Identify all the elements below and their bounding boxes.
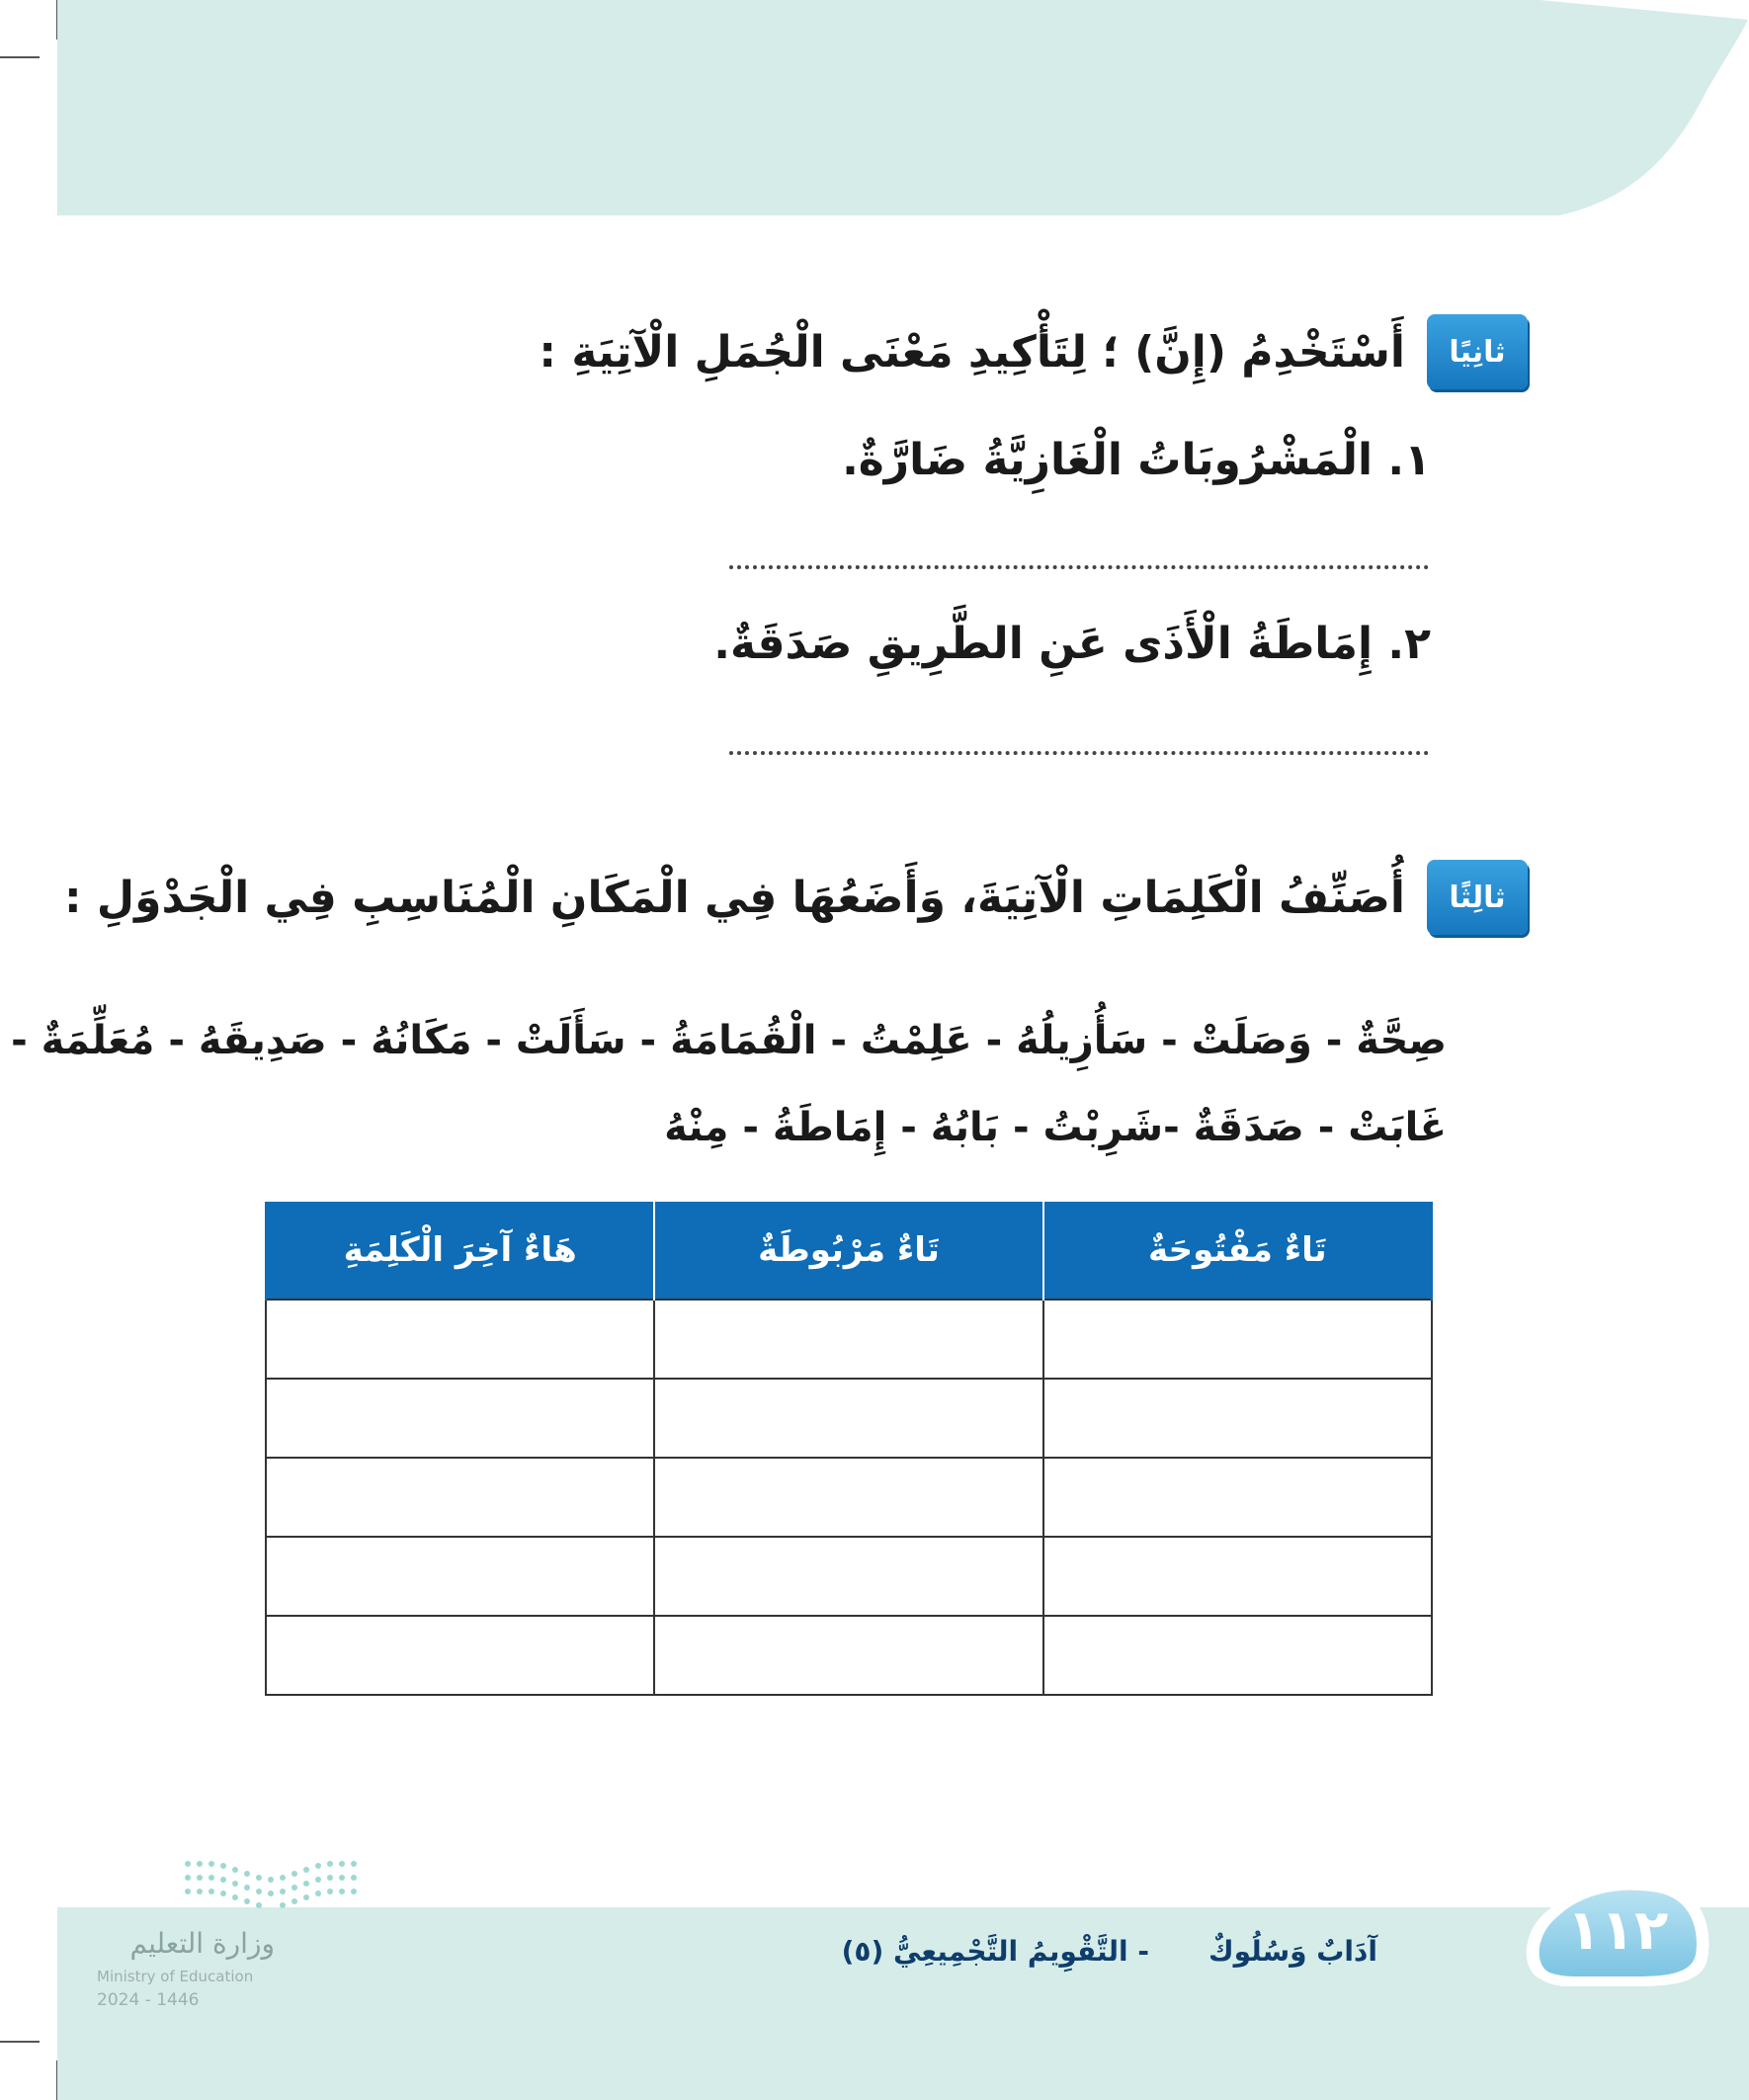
section-three-header <box>64 860 1528 935</box>
footer-book-info <box>842 1935 1377 1968</box>
table-row <box>266 1379 1432 1458</box>
header-tied-taa: تَاءٌ مَرْبُوطَةٌ <box>654 1202 1042 1300</box>
table-cell[interactable] <box>1043 1537 1432 1616</box>
table-cell[interactable] <box>266 1537 654 1616</box>
table-cell[interactable] <box>266 1300 654 1379</box>
table-cell[interactable] <box>654 1379 1042 1458</box>
table-row <box>266 1616 1432 1695</box>
table-cell[interactable] <box>266 1379 654 1458</box>
table-cell[interactable] <box>266 1458 654 1537</box>
header-open-taa: تَاءٌ مَفْتُوحَةٌ <box>1043 1202 1432 1300</box>
top-header-band <box>57 0 1749 215</box>
ministry-name-arabic: وزارة التعليم <box>129 1927 275 1960</box>
page-number-badge <box>1520 1870 1715 1990</box>
table-cell[interactable] <box>1043 1300 1432 1379</box>
section-badge-third: ثالِثًا <box>1427 860 1528 935</box>
section-two-header <box>539 314 1528 389</box>
section-badge-second: ثانِيًا <box>1427 314 1528 389</box>
band-corner-shape <box>57 0 1749 215</box>
classification-table <box>265 1202 1433 1696</box>
vision-dots-icon <box>182 1856 360 1911</box>
table-row <box>266 1300 1432 1379</box>
ministry-logo <box>97 1856 374 2014</box>
ministry-name-english: Ministry of Education <box>97 1968 254 1985</box>
answer-line-one[interactable] <box>729 565 1429 569</box>
word-list-line-two: غَابَتْ - صَدَقَةٌ -شَرِبْتُ - بَابُهُ - إِمَاطَةُ - مِنْهُ <box>664 1105 1447 1150</box>
answer-line-two[interactable] <box>729 751 1429 755</box>
header-final-haa: هَاءٌ آخِرَ الْكَلِمَةِ <box>266 1202 654 1300</box>
table-cell[interactable] <box>654 1616 1042 1695</box>
crop-mark <box>0 2041 40 2043</box>
table-row <box>266 1537 1432 1616</box>
ministry-year: 2024 - 1446 <box>97 1990 200 2010</box>
section-two-instruction: أَسْتَخْدِمُ (إِنَّ) ؛ لِتَأْكِيدِ مَعْنَى الْجُمَلِ الْآتِيَةِ : <box>539 326 1405 378</box>
sentence-one: ١. الْمَشْرُوبَاتُ الْغَازِيَّةُ ضَارَّةٌ. <box>842 435 1431 485</box>
table-row <box>266 1458 1432 1537</box>
table-cell[interactable] <box>266 1616 654 1695</box>
page-number: ١١٢ <box>1566 1897 1669 1963</box>
sentence-two: ٢. إِمَاطَةُ الْأَذَى عَنِ الطَّرِيقِ صَدَقَةٌ. <box>713 619 1431 669</box>
table-cell[interactable] <box>654 1300 1042 1379</box>
footer-book-title: آدَابٌ وَسُلُوكٌ <box>1208 1935 1377 1968</box>
word-list-line-one: صِحَّةٌ - وَصَلَتْ - سَأُزِيلُهُ - عَلِمْتُ - الْقُمَامَةُ - سَأَلَتْ - مَكَانُهُ - صَدِيقَهُ - مُعَلِّمَةٌ - <box>11 1018 1447 1063</box>
table-cell[interactable] <box>1043 1616 1432 1695</box>
table-cell[interactable] <box>1043 1458 1432 1537</box>
crop-mark <box>0 56 40 58</box>
table-cell[interactable] <box>654 1537 1042 1616</box>
footer-unit-title: - التَّقْوِيمُ التَّجْمِيعِيُّ (٥) <box>841 1935 1149 1968</box>
table-cell[interactable] <box>654 1458 1042 1537</box>
table-header-row <box>266 1202 1432 1300</box>
section-three-instruction: أُصَنِّفُ الْكَلِمَاتِ الْآتِيَةَ، وَأَضَعُهَا فِي الْمَكَانِ الْمُنَاسِبِ فِي الْجَدْوَلِ : <box>64 872 1405 923</box>
table-cell[interactable] <box>1043 1379 1432 1458</box>
